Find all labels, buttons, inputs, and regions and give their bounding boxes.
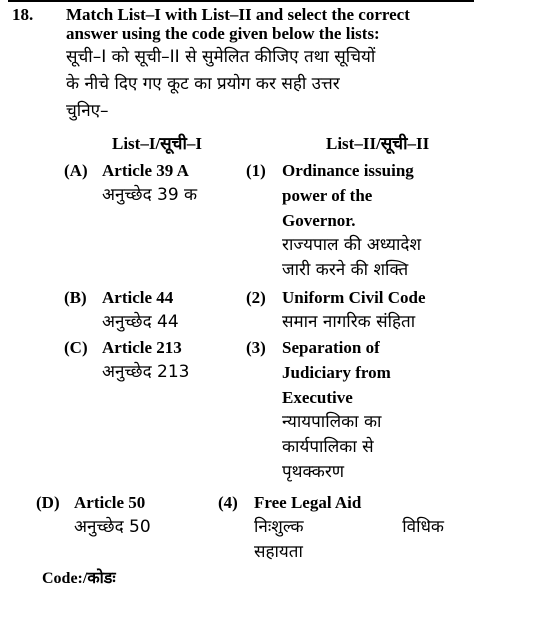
- list2-item-2: [282, 285, 426, 335]
- list2-item-1-hi-1: राज्यपाल की अध्यादेश: [282, 235, 422, 255]
- question-line-hi-1: सूची–I को सूची–II से सुमेलित कीजिए तथा सूचियों: [66, 47, 376, 67]
- list2-item-1-hi-2: जारी करने की शक्ति: [282, 260, 409, 280]
- list1-item-a-hi: अनुच्छेद 39 क: [102, 185, 198, 205]
- list1-item-c-en: Article 213: [102, 338, 182, 357]
- list2-item-3-hi-3: पृथक्करण: [282, 462, 345, 482]
- list2-label-1: (1): [246, 161, 266, 180]
- list2-label-4: (4): [218, 493, 238, 512]
- list1-item-a: [102, 158, 197, 208]
- list2-heading: List–II/सूची–II: [326, 134, 430, 153]
- list2-item-3: [282, 335, 391, 485]
- list2-item-4-hi-3: सहायता: [254, 542, 303, 562]
- list1-label-b: (B): [64, 288, 87, 307]
- top-rule: [8, 0, 474, 2]
- question-text-english: [66, 5, 486, 43]
- list2-item-2-hi-1: समान नागरिक संहिता: [282, 312, 416, 332]
- list2-item-3-hi-1: न्यायपालिका का: [282, 412, 382, 432]
- question-text-hindi: [66, 44, 476, 125]
- list2-item-1-en-2: power of the: [282, 186, 373, 205]
- list2-item-4-hi-2: विधिक: [402, 517, 444, 537]
- list1-label-a: (A): [64, 161, 88, 180]
- list2-item-4-hi-row: [254, 515, 444, 540]
- list2-item-2-en-1: Uniform Civil Code: [282, 288, 426, 307]
- list2-item-1-en-1: Ordinance issuing: [282, 161, 414, 180]
- list2-item-3-hi-2: कार्यपालिका से: [282, 437, 374, 457]
- list1-item-b: [102, 285, 179, 335]
- list2-label-2: (2): [246, 288, 266, 307]
- list1-item-d: [74, 490, 151, 540]
- list2-item-4-hi-1: निःशुल्क: [254, 517, 304, 537]
- list2-item-1: [282, 158, 421, 283]
- question-line-en-2: answer using the code given below the lists:: [66, 24, 380, 43]
- list1-item-d-en: Article 50: [74, 493, 146, 512]
- list1-item-b-en: Article 44: [102, 288, 174, 307]
- list1-item-c: [102, 335, 189, 385]
- list2-item-4: [254, 490, 444, 565]
- list2-label-3: (3): [246, 338, 266, 357]
- question-line-en-1: Match List–I with List–II and select the correct: [66, 5, 410, 24]
- list1-item-a-en: Article 39 A: [102, 161, 189, 180]
- list1-item-d-hi: अनुच्छेद 50: [74, 517, 151, 537]
- list2-item-3-en-3: Executive: [282, 388, 353, 407]
- question-line-hi-3: चुनिए–: [66, 101, 109, 121]
- code-label: Code:/कोडः: [42, 570, 116, 587]
- list1-heading: List–I/सूची–I: [112, 134, 202, 153]
- list1-item-c-hi: अनुच्छेद 213: [102, 362, 190, 382]
- list2-item-3-en-1: Separation of: [282, 338, 380, 357]
- list2-item-3-en-2: Judiciary from: [282, 363, 391, 382]
- list2-item-1-en-3: Governor.: [282, 211, 356, 230]
- question-line-hi-2: के नीचे दिए गए कूट का प्रयोग कर सही उत्तर: [66, 74, 340, 94]
- list1-label-c: (C): [64, 338, 88, 357]
- list1-label-d: (D): [36, 493, 60, 512]
- list1-item-b-hi: अनुच्छेद 44: [102, 312, 179, 332]
- list2-item-4-en-1: Free Legal Aid: [254, 493, 362, 512]
- question-number: 18.: [12, 5, 34, 24]
